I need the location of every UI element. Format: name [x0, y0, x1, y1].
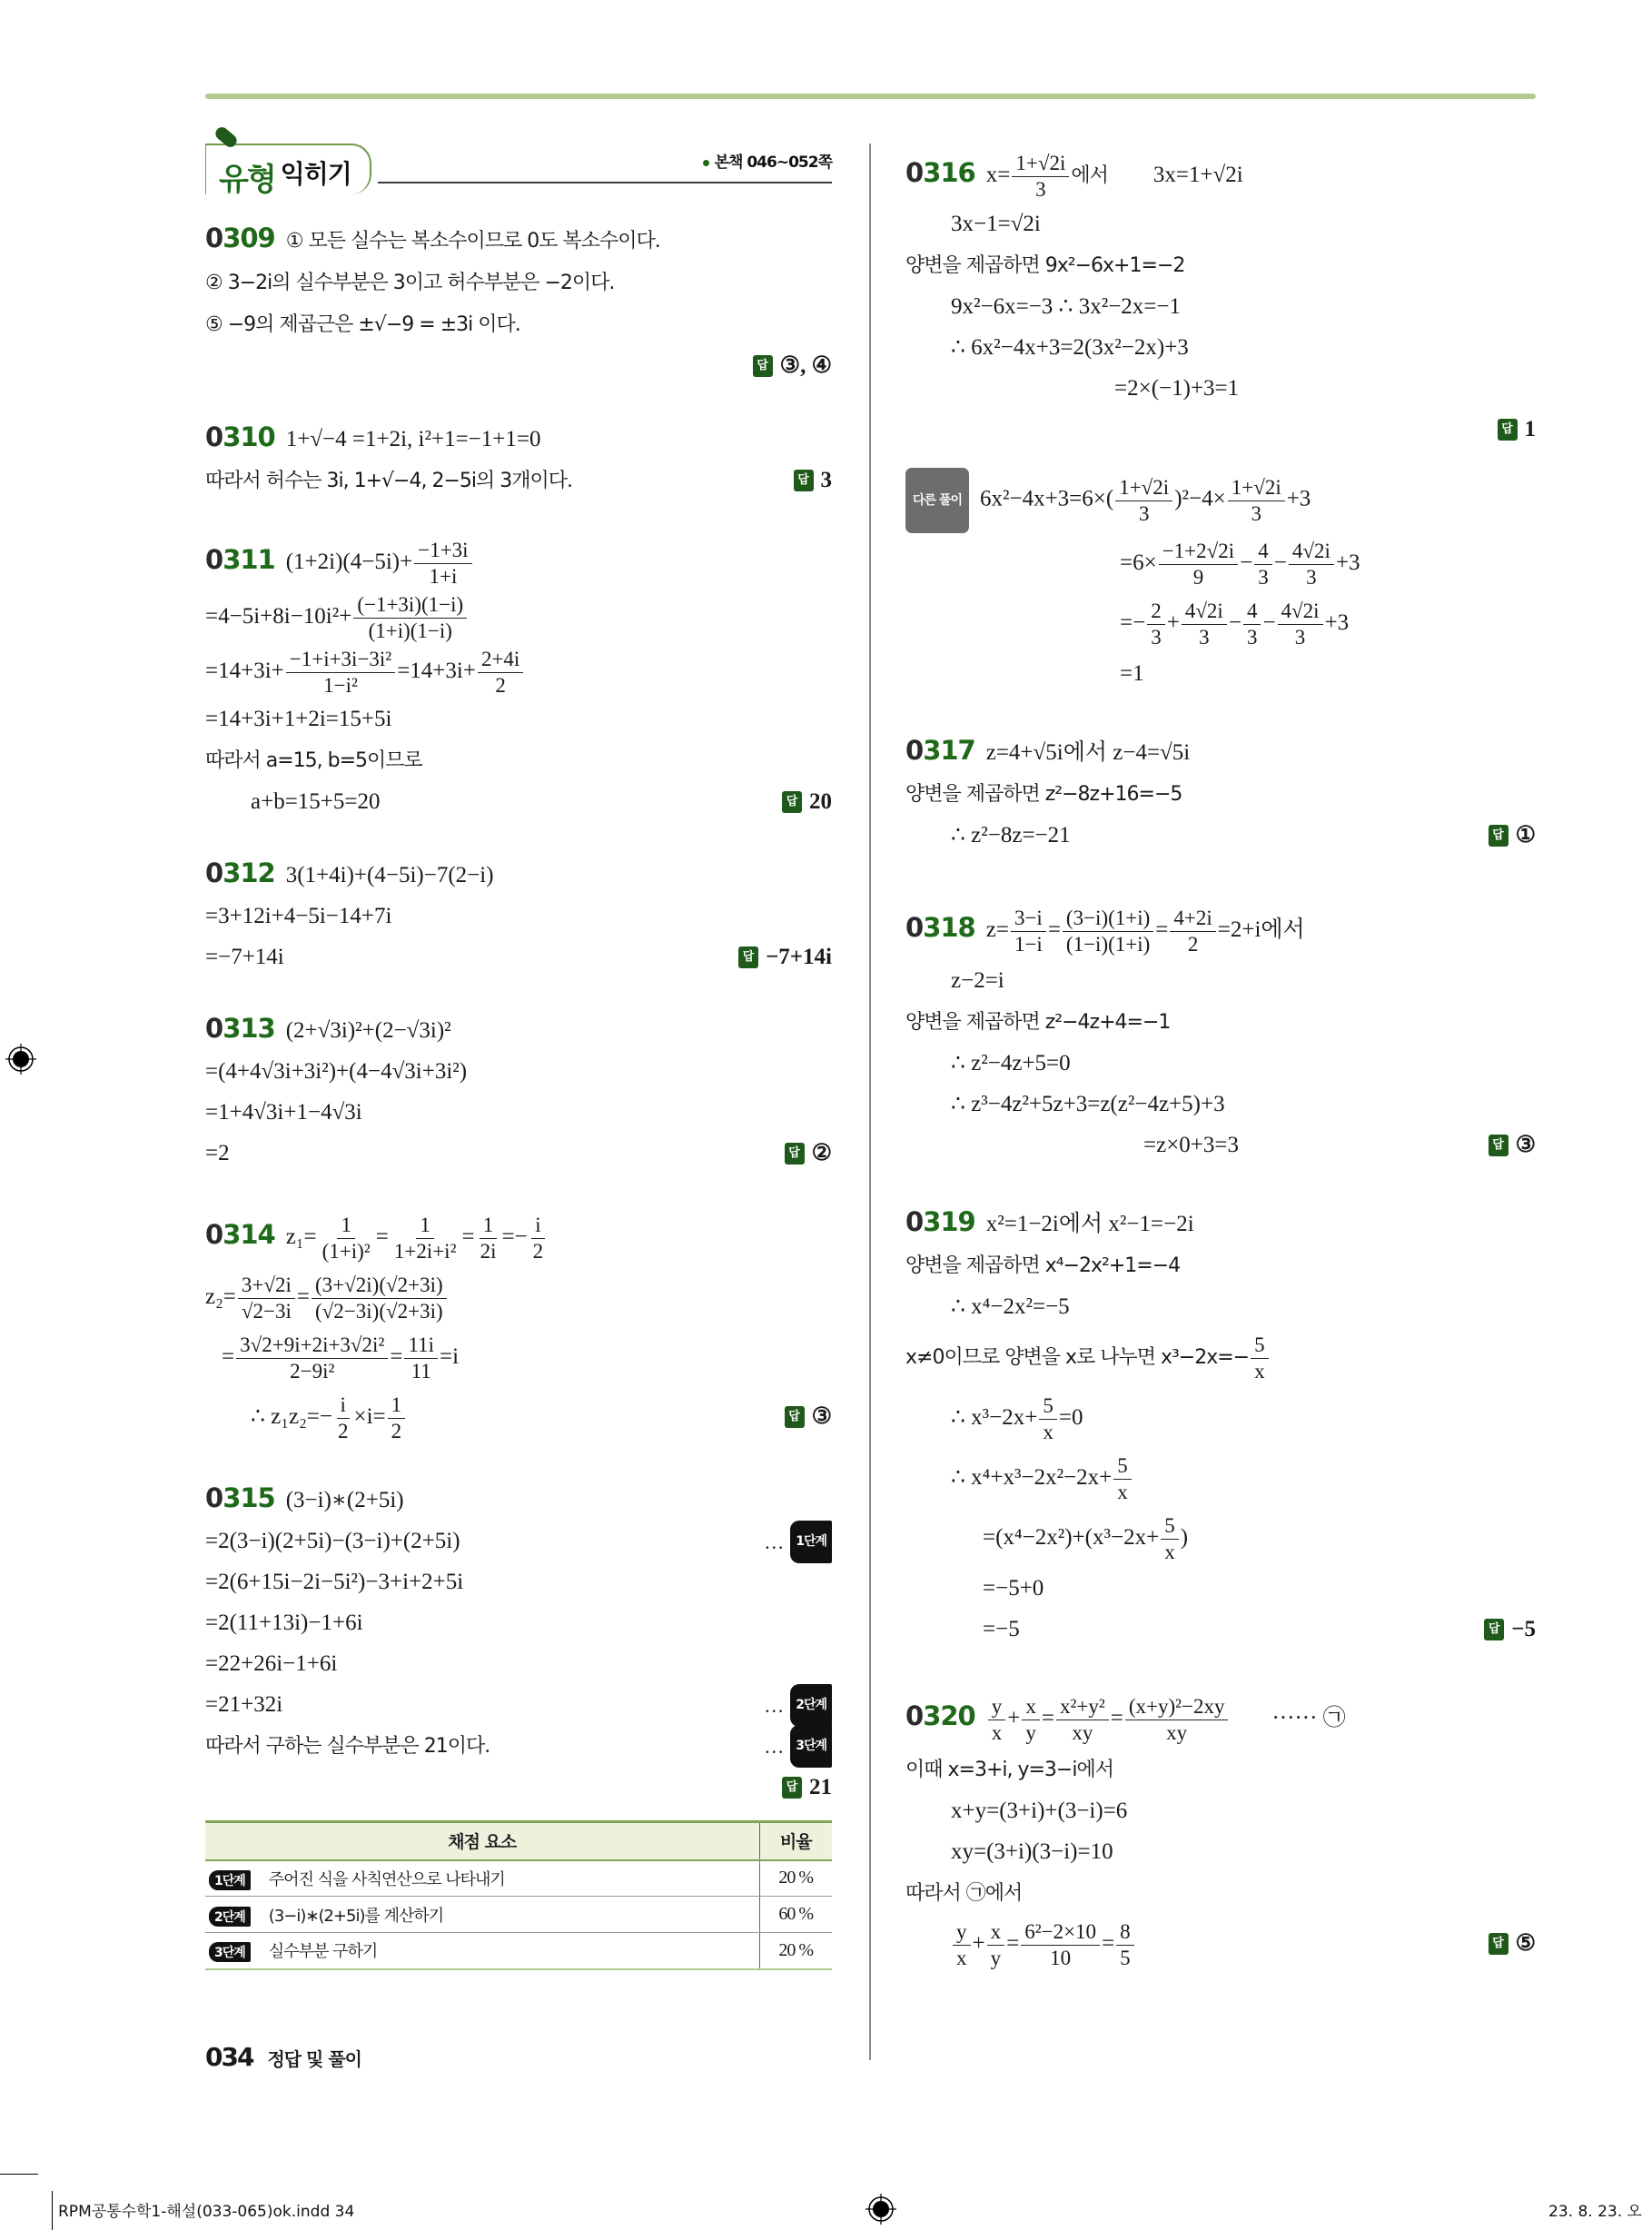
- fraction: $\frac{3-i}{1-i}$: [1011, 906, 1046, 957]
- expr: ∴ 6x²−4x+3=2(3x²−2x)+3: [951, 335, 1189, 360]
- alternative-solution: 다른 풀이 6x²−4x+3=6×( $\frac{1+√2i}{3}$ )²−4× $\frac{1+√2i}{3}$ +3 =6× $\frac{-1+2√2i}{9}$ − $\frac{4}{3}$ − $\frac{4√2i}{3}$ +3 =− $\frac{2}{3}$ + $\frac{4√2i}{3}$ − $\frac{4}{3}$ − $\frac{4√2i}{3}$ +3 =1: [905, 468, 1536, 694]
- fraction: $\frac{1}{\text{(1+i)²}}$: [321, 1213, 371, 1263]
- section-title-main: 유형: [219, 161, 275, 198]
- expr: =z×0+3=3: [1143, 1133, 1239, 1157]
- problem-0312: [205, 853, 832, 977]
- problem-number: 0314: [205, 1219, 275, 1250]
- section-title-sub: 익히기: [280, 159, 351, 189]
- problem-number: 0309: [205, 223, 275, 253]
- fraction: $\frac{\text{3√2+9i+2i+3√2i²}}{\text{2−9i²}}$: [236, 1333, 388, 1384]
- criteria-text: (3−i)∗(2+5i)를 계산하기: [268, 1906, 444, 1926]
- top-rule: [205, 94, 1536, 99]
- table-row: [205, 1897, 832, 1933]
- fraction: $\frac{2}{3}$: [1147, 599, 1165, 650]
- expr: z−2=i: [951, 968, 1004, 993]
- registration-mark-icon: [5, 1044, 36, 1075]
- step-badge: 3단계: [790, 1725, 832, 1768]
- problem-number: 0312: [205, 857, 275, 888]
- answer: 답 ⑤: [1489, 1914, 1536, 1974]
- problem-number: 0320: [905, 1700, 975, 1731]
- step-badge: 1단계: [790, 1521, 832, 1563]
- answer: 답 20: [782, 781, 832, 822]
- expr: =2: [205, 1141, 230, 1165]
- table-row: [205, 1860, 832, 1897]
- fraction: $\frac{\text{−1+i+3i−3i²}}{\text{1−i²}}$: [286, 647, 395, 699]
- fraction: $\frac{1+√2i}{3}$: [1115, 475, 1172, 527]
- criteria-text: 실수부분 구하기: [268, 1942, 378, 1962]
- bullet-icon: [703, 160, 709, 166]
- crop-mark: [52, 2191, 53, 2230]
- expr: ∴ x⁴−2x²=−5: [951, 1294, 1070, 1319]
- answer: 답 21: [782, 1767, 832, 1808]
- solution-line: 따라서 구하는 실수부분은 21이다.: [205, 1735, 490, 1758]
- problem-0314: 0314 z₁= $\frac{1}{\text{(1+i)²}}$ = $\frac{1}{\text{1+2i+i²}}$ = $\frac{1}{2i}$ =− $\frac{i}{2}$ z₂= $\frac{3+√2i}{√2-3i}$ = $\frac{(3+√2i)(√2+3i)}{(√2-3i)(√2+3i)}$ = $\frac{\text{3√2+9i+2i+3√2i²}}{\text{2−9i²}}$ = $\frac{11i}{11}$ =i ∴ z₁z₂=− $\frac{i}{2}$ ×i= $\frac{1}{2}$ 답 ③: [205, 1204, 832, 1447]
- step-badge: 2단계: [209, 1907, 251, 1927]
- expr: ∴ z₁z₂=−: [251, 1404, 332, 1429]
- answer: 답 ③: [785, 1387, 832, 1447]
- fraction: $\frac{5}{x}$: [1039, 1393, 1057, 1445]
- equation-tag: ······ ㉠: [1271, 1706, 1346, 1730]
- ratio-cell: 60 %: [759, 1897, 832, 1933]
- expr: (3−i)∗(2+5i): [285, 1488, 404, 1512]
- expr: z₂=: [205, 1284, 236, 1309]
- fraction: $\frac{(3+√2i)(√2+3i)}{(√2-3i)(√2+3i)}$: [312, 1273, 447, 1324]
- answer-icon: 답: [785, 1143, 805, 1165]
- fraction: $\frac{i}{2}$: [532, 1213, 544, 1263]
- fraction: $\frac{3+√2i}{√2-3i}$: [238, 1273, 295, 1324]
- fraction: $\frac{2+4i}{2}$: [478, 647, 523, 699]
- expr: =3+12i+4−5i−14+7i: [205, 904, 392, 928]
- expr: =−7+14i: [205, 945, 284, 969]
- problem-0310: [205, 417, 832, 501]
- fraction: $\frac{-1+2√2i}{9}$: [1159, 539, 1238, 590]
- problem-number: 0315: [205, 1482, 275, 1513]
- slug-filename: RPM공통수학1-해설(033-065)ok.indd 34: [58, 2203, 355, 2221]
- reference-text: 본책 046~052쪽: [714, 154, 832, 172]
- expr: a+b=15+5=20: [251, 789, 381, 814]
- fraction: $\frac{4√2i}{3}$: [1289, 539, 1334, 590]
- left-column: [205, 136, 832, 1970]
- page-title: 정답 및 풀이: [267, 2048, 361, 2070]
- expr: =(4+4√3i+3i²)+(4−4√3i+3i²): [205, 1059, 468, 1084]
- step-badge: 1단계: [209, 1870, 251, 1890]
- solution-line: 따라서 허수는 3i, 1+√−4, 2−5i의 3개이다.: [205, 470, 572, 492]
- problem-0311: [205, 532, 832, 822]
- answer: 답 −7+14i: [738, 937, 832, 977]
- problem-0320: 0320 $\frac{y}{x}$ + $\frac{x}{y}$ = $\frac{\text{x²+y²}}{xy}$ = $\frac{\text{(x+y)²−2xy}}{xy}$ ······ ㉠ 이때 x=3+i, y=3−i에서 x+y=(3+i)+(3−i)=6 xy=(3+i)(3−i)=10 따라서 ㉠에서 $\frac{y}{x}$ + $\frac{x}{y}$ = $\frac{\text{6²−2×10}}{10}$ = $\frac{8}{5}$ 답 ⑤: [905, 1686, 1536, 1974]
- problem-number: 0310: [205, 421, 275, 452]
- fraction: $\frac{11i}{11}$: [404, 1333, 438, 1384]
- answer-icon: 답: [738, 947, 758, 968]
- step-badge: 2단계: [790, 1684, 832, 1727]
- answer: 답 −5: [1484, 1609, 1536, 1650]
- expr: =21+32i: [205, 1692, 283, 1717]
- expr: =22+26i−1+6i: [205, 1651, 338, 1676]
- expr: =2(3−i)(2+5i)−(3−i)+(2+5i): [205, 1529, 460, 1553]
- expr: xy=(3+i)(3−i)=10: [951, 1839, 1113, 1864]
- answer: 답 1: [1498, 409, 1537, 450]
- fraction: $\frac{(3-i)(1+i)}{(1-i)(1+i)}$: [1063, 906, 1153, 957]
- fraction: $\frac{-1+3i}{1+i}$: [414, 538, 471, 590]
- step-marker: … 3단계: [764, 1725, 832, 1768]
- solution-line: 양변을 제곱하면 z²−8z+16=−5: [905, 783, 1182, 806]
- expr: ∴ z²−8z=−21: [951, 823, 1071, 847]
- problem-0316: 0316 x= $\frac{1+√2i}{3}$ 에서 3x=1+√2i 3x−1=√2i 양변을 제곱하면 9x²−6x+1=−2 9x²−6x=−3 ∴ 3x²−2x=−1 ∴ 6x²−4x+3=2(3x²−2x)+3 =2×(−1)+3=1 답 1: [905, 145, 1536, 450]
- problem-number: 0311: [205, 544, 275, 575]
- solution-line: 따라서 ㉠에서: [905, 1882, 1023, 1905]
- fraction: $\frac{4}{3}$: [1254, 539, 1272, 590]
- crop-mark: [0, 2174, 38, 2175]
- answer-icon: 답: [1489, 1135, 1509, 1156]
- expr: =14+3i+: [205, 659, 284, 683]
- answer-row: [205, 345, 832, 386]
- expr: =1+4√3i+1−4√3i: [205, 1100, 362, 1125]
- expr: z=4+√5i에서 z−4=√5i: [985, 740, 1191, 765]
- problem-0319: 0319 x²=1−2i에서 x²−1=−2i 양변을 제곱하면 x⁴−2x²+1=−4 ∴ x⁴−2x²=−5 x≠0이므로 양변을 x로 나누면 x³−2x=− $\frac{5}{x}$ ∴ x³−2x+ $\frac{5}{x}$ =0 ∴ x⁴+x³−2x²−2x+ $\frac{5}{x}$ =(x⁴−2x²)+(x³−2x+ $\frac{5}{x}$ ) =−5+0 =−5 답 −5: [905, 1202, 1536, 1650]
- answer-icon: 답: [1484, 1619, 1504, 1640]
- problem-number: 0319: [905, 1206, 975, 1237]
- step-badge: 3단계: [209, 1942, 251, 1962]
- fraction: $\frac{5}{x}$: [1113, 1453, 1132, 1505]
- expr: (2+√3i)²+(2−√3i)²: [285, 1018, 451, 1043]
- fraction: $\frac{1}{2i}$: [480, 1213, 497, 1263]
- expr: =14+3i+1+2i=15+5i: [205, 707, 392, 731]
- expr: 3x−1=√2i: [951, 212, 1041, 236]
- criteria-text: 주어진 식을 사칙연산으로 나타내기: [268, 1869, 505, 1889]
- page-number: 034: [205, 2042, 253, 2072]
- ratio-cell: 20 %: [759, 1933, 832, 1969]
- ratio-cell: 20 %: [759, 1860, 832, 1897]
- alt-solution-badge: 다른 풀이: [905, 468, 969, 533]
- answer: 답 ③: [1489, 1125, 1536, 1165]
- solution-line: ⑤ −9의 제곱근은 ±√−9 = ±3i 이다.: [205, 313, 520, 336]
- problem-0313: [205, 1008, 832, 1174]
- answer-icon: 답: [782, 1777, 802, 1799]
- expr: x²=1−2i에서 x²−1=−2i: [985, 1212, 1194, 1236]
- expr: =4−5i+8i−10i²+: [205, 604, 352, 629]
- step-marker: … 2단계: [764, 1684, 832, 1727]
- fraction: $\frac{1}{2}$: [388, 1393, 406, 1444]
- problem-0318: 0318 z= $\frac{3-i}{1-i}$ = $\frac{(3-i)(1+i)}{(1-i)(1+i)}$ = $\frac{4+2i}{2}$ =2+i에서 z−2=i 양변을 제곱하면 z²−4z+4=−1 ∴ z²−4z+5=0 ∴ z³−4z²+5z+3=z(z²−4z+5)+3 =z×0+3=3 답 ③: [905, 897, 1536, 1165]
- expr: =2(11+13i)−1+6i: [205, 1611, 363, 1635]
- expr: ∴ z³−4z²+5z+3=z(z²−4z+5)+3: [951, 1092, 1225, 1116]
- answer-icon: 답: [753, 355, 773, 377]
- problem-number: 0318: [905, 912, 975, 943]
- problem-number: 0313: [205, 1013, 275, 1044]
- solution-line: 양변을 제곱하면 x⁴−2x²+1=−4: [905, 1254, 1181, 1277]
- step-marker: … 1단계: [764, 1521, 832, 1563]
- answer-icon: 답: [1498, 419, 1518, 441]
- expr: x+y=(3+i)+(3−i)=6: [951, 1799, 1128, 1823]
- problem-0309: [205, 218, 832, 386]
- solution-line: 양변을 제곱하면 9x²−6x+1=−2: [905, 254, 1185, 277]
- fraction: $\frac{5}{x}$: [1251, 1333, 1269, 1384]
- section-badge: [205, 144, 371, 198]
- fraction: $\frac{4√2i}{3}$: [1182, 599, 1227, 650]
- section-header: [205, 136, 832, 198]
- table-row: [205, 1933, 832, 1969]
- table-header-ratio: 비율: [759, 1822, 832, 1860]
- solution-line: 이때 x=3+i, y=3−i에서: [905, 1759, 1113, 1781]
- fraction: $\frac{i}{2}$: [337, 1393, 349, 1442]
- answer: 답 ②: [785, 1133, 832, 1174]
- solution-line: 따라서 a=15, b=5이므로: [205, 749, 422, 772]
- answer: 답 3: [794, 460, 833, 501]
- answer-icon: 답: [785, 1406, 805, 1428]
- column-divider: [869, 144, 871, 2060]
- registration-mark-icon: [866, 2194, 896, 2225]
- expr: 3(1+4i)+(4−5i)−7(2−i): [285, 863, 494, 887]
- answer-icon: 답: [782, 791, 802, 813]
- answer: 답 ③, ④: [753, 345, 832, 386]
- answer-icon: 답: [1489, 825, 1509, 847]
- expr: =2(6+15i−2i−5i²)−3+i+2+5i: [205, 1570, 464, 1594]
- page-footer: [205, 2042, 361, 2072]
- fraction: $\frac{4√2i}{3}$: [1278, 599, 1323, 650]
- fraction: $\frac{5}{x}$: [1161, 1513, 1179, 1565]
- problem-number: 0316: [905, 157, 975, 188]
- expr: (1+2i)(4−5i)+: [285, 550, 413, 574]
- fraction: $\frac{(-1+3i)(1-i)}{(1+i)(1-i)}$: [353, 592, 467, 644]
- expr: =14+3i+: [397, 659, 476, 683]
- section-underline: [378, 182, 832, 183]
- table-header-criteria: 채점 요소: [205, 1822, 759, 1860]
- expr: z₁=: [285, 1224, 317, 1249]
- solution-line: ① 모든 실수는 복소수이므로 0도 복소수이다.: [285, 230, 660, 253]
- solution-line: 양변을 제곱하면 z²−4z+4=−1: [905, 1011, 1171, 1034]
- scoring-table: [205, 1820, 832, 1970]
- answer-icon: 답: [1489, 1933, 1509, 1955]
- solution-line: 1+√−4 =1+2i, i²+1=−1+1=0: [285, 427, 541, 451]
- fraction: $\frac{4+2i}{2}$: [1170, 906, 1215, 957]
- problem-0315: [205, 1478, 832, 1970]
- expr: =2×(−1)+3=1: [1114, 376, 1240, 401]
- fraction: $\frac{1}{\text{1+2i+i²}}$: [393, 1213, 457, 1263]
- fraction: $\frac{1+√2i}{3}$: [1012, 151, 1069, 203]
- answer-icon: 답: [794, 470, 814, 491]
- expr: 9x²−6x=−3 ∴ 3x²−2x=−1: [951, 294, 1181, 319]
- problem-0317: [905, 730, 1536, 856]
- answer: 답 ①: [1489, 815, 1536, 856]
- expr: ∴ z²−4z+5=0: [951, 1051, 1071, 1075]
- right-column: [905, 145, 1536, 2005]
- problem-number: 0317: [905, 735, 975, 766]
- fraction: $\frac{1+√2i}{3}$: [1228, 475, 1285, 527]
- slug-date: 23. 8. 23. 오: [1548, 2203, 1642, 2221]
- book-reference: [703, 149, 832, 172]
- solution-line: ② 3−2i의 실수부분은 3이고 허수부분은 −2이다.: [205, 272, 615, 294]
- fraction: $\frac{4}{3}$: [1243, 599, 1261, 650]
